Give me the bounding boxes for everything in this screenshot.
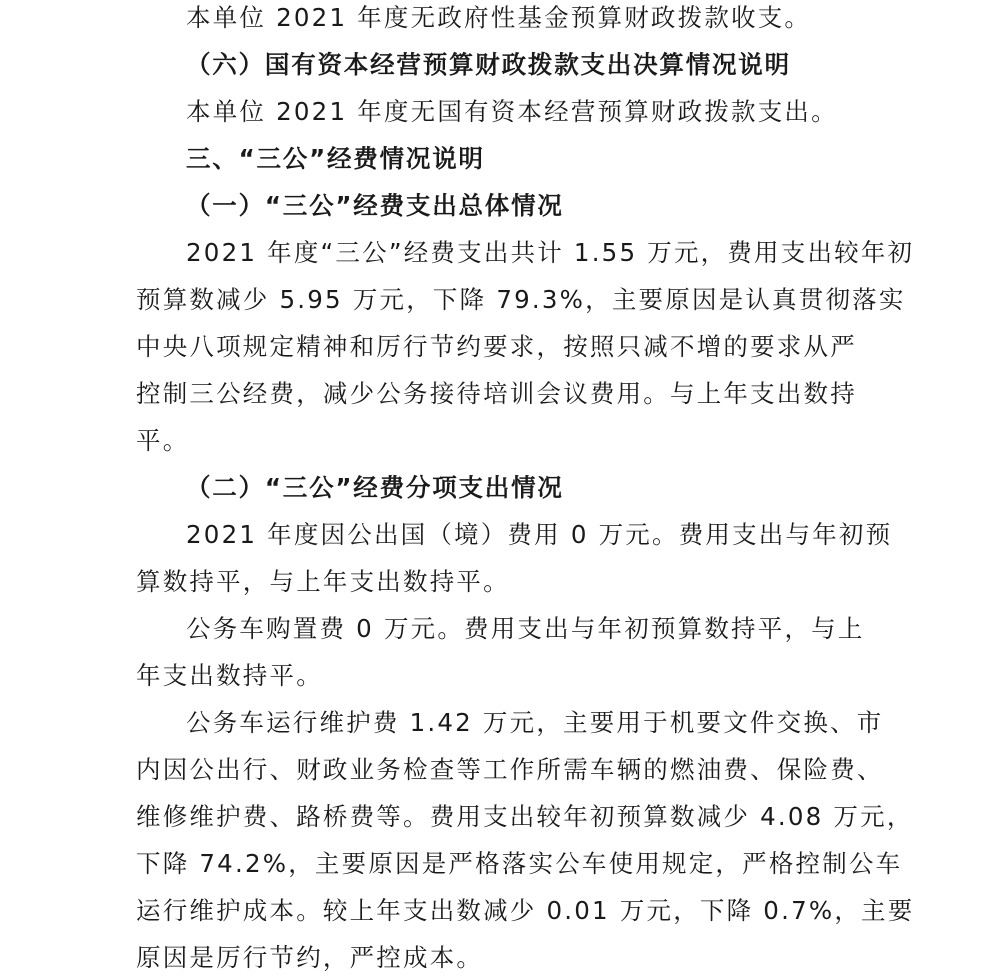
heading-itemized: （二）“三公”经费分项支出情况	[186, 473, 564, 502]
paragraph-overall-line: 平。	[136, 426, 190, 455]
heading-overall: （一）“三公”经费支出总体情况	[186, 191, 564, 220]
paragraph-vehicle-maintenance-line: 公务车运行维护费 1.42 万元，主要用于机要文件交换、市	[186, 708, 884, 737]
paragraph-no-gov-fund: 本单位 2021 年度无政府性基金预算财政拨款收支。	[186, 3, 812, 32]
paragraph-vehicle-purchase-line: 公务车购置费 0 万元。费用支出与年初预算数持平，与上	[186, 614, 865, 643]
paragraph-overall-line: 控制三公经费，减少公务接待培训会议费用。与上年支出数持	[136, 379, 857, 408]
paragraph-abroad-line: 2021 年度因公出国（境）费用 0 万元。费用支出与年初预	[186, 520, 893, 549]
paragraph-vehicle-maintenance-line: 下降 74.2%，主要原因是严格落实公车使用规定，严格控制公车	[136, 849, 903, 878]
heading-state-capital: （六）国有资本经营预算财政拨款支出决算情况说明	[186, 50, 791, 79]
paragraph-abroad-line: 算数持平，与上年支出数持平。	[136, 567, 510, 596]
paragraph-vehicle-maintenance-line: 内因公出行、财政业务检查等工作所需车辆的燃油费、保险费、	[136, 755, 884, 784]
paragraph-vehicle-maintenance-line: 原因是厉行节约，严控成本。	[136, 943, 484, 972]
paragraph-overall-line: 中央八项规定精神和厉行节约要求，按照只减不增的要求从严	[136, 332, 857, 361]
paragraph-vehicle-maintenance-line: 运行维护成本。较上年支出数减少 0.01 万元，下降 0.7%，主要	[136, 896, 915, 925]
paragraph-no-state-capital: 本单位 2021 年度无国有资本经营预算财政拨款支出。	[186, 97, 838, 126]
paragraph-vehicle-purchase-line: 年支出数持平。	[136, 661, 323, 690]
paragraph-vehicle-maintenance-line: 维修维护费、路桥费等。费用支出较年初预算数减少 4.08 万元，	[136, 802, 914, 831]
paragraph-overall-line: 预算数减少 5.95 万元，下降 79.3%，主要原因是认真贯彻落实	[136, 285, 906, 314]
heading-three-public: 三、“三公”经费情况说明	[186, 144, 485, 173]
paragraph-overall-line: 2021 年度“三公”经费支出共计 1.55 万元，费用支出较年初	[186, 238, 915, 267]
